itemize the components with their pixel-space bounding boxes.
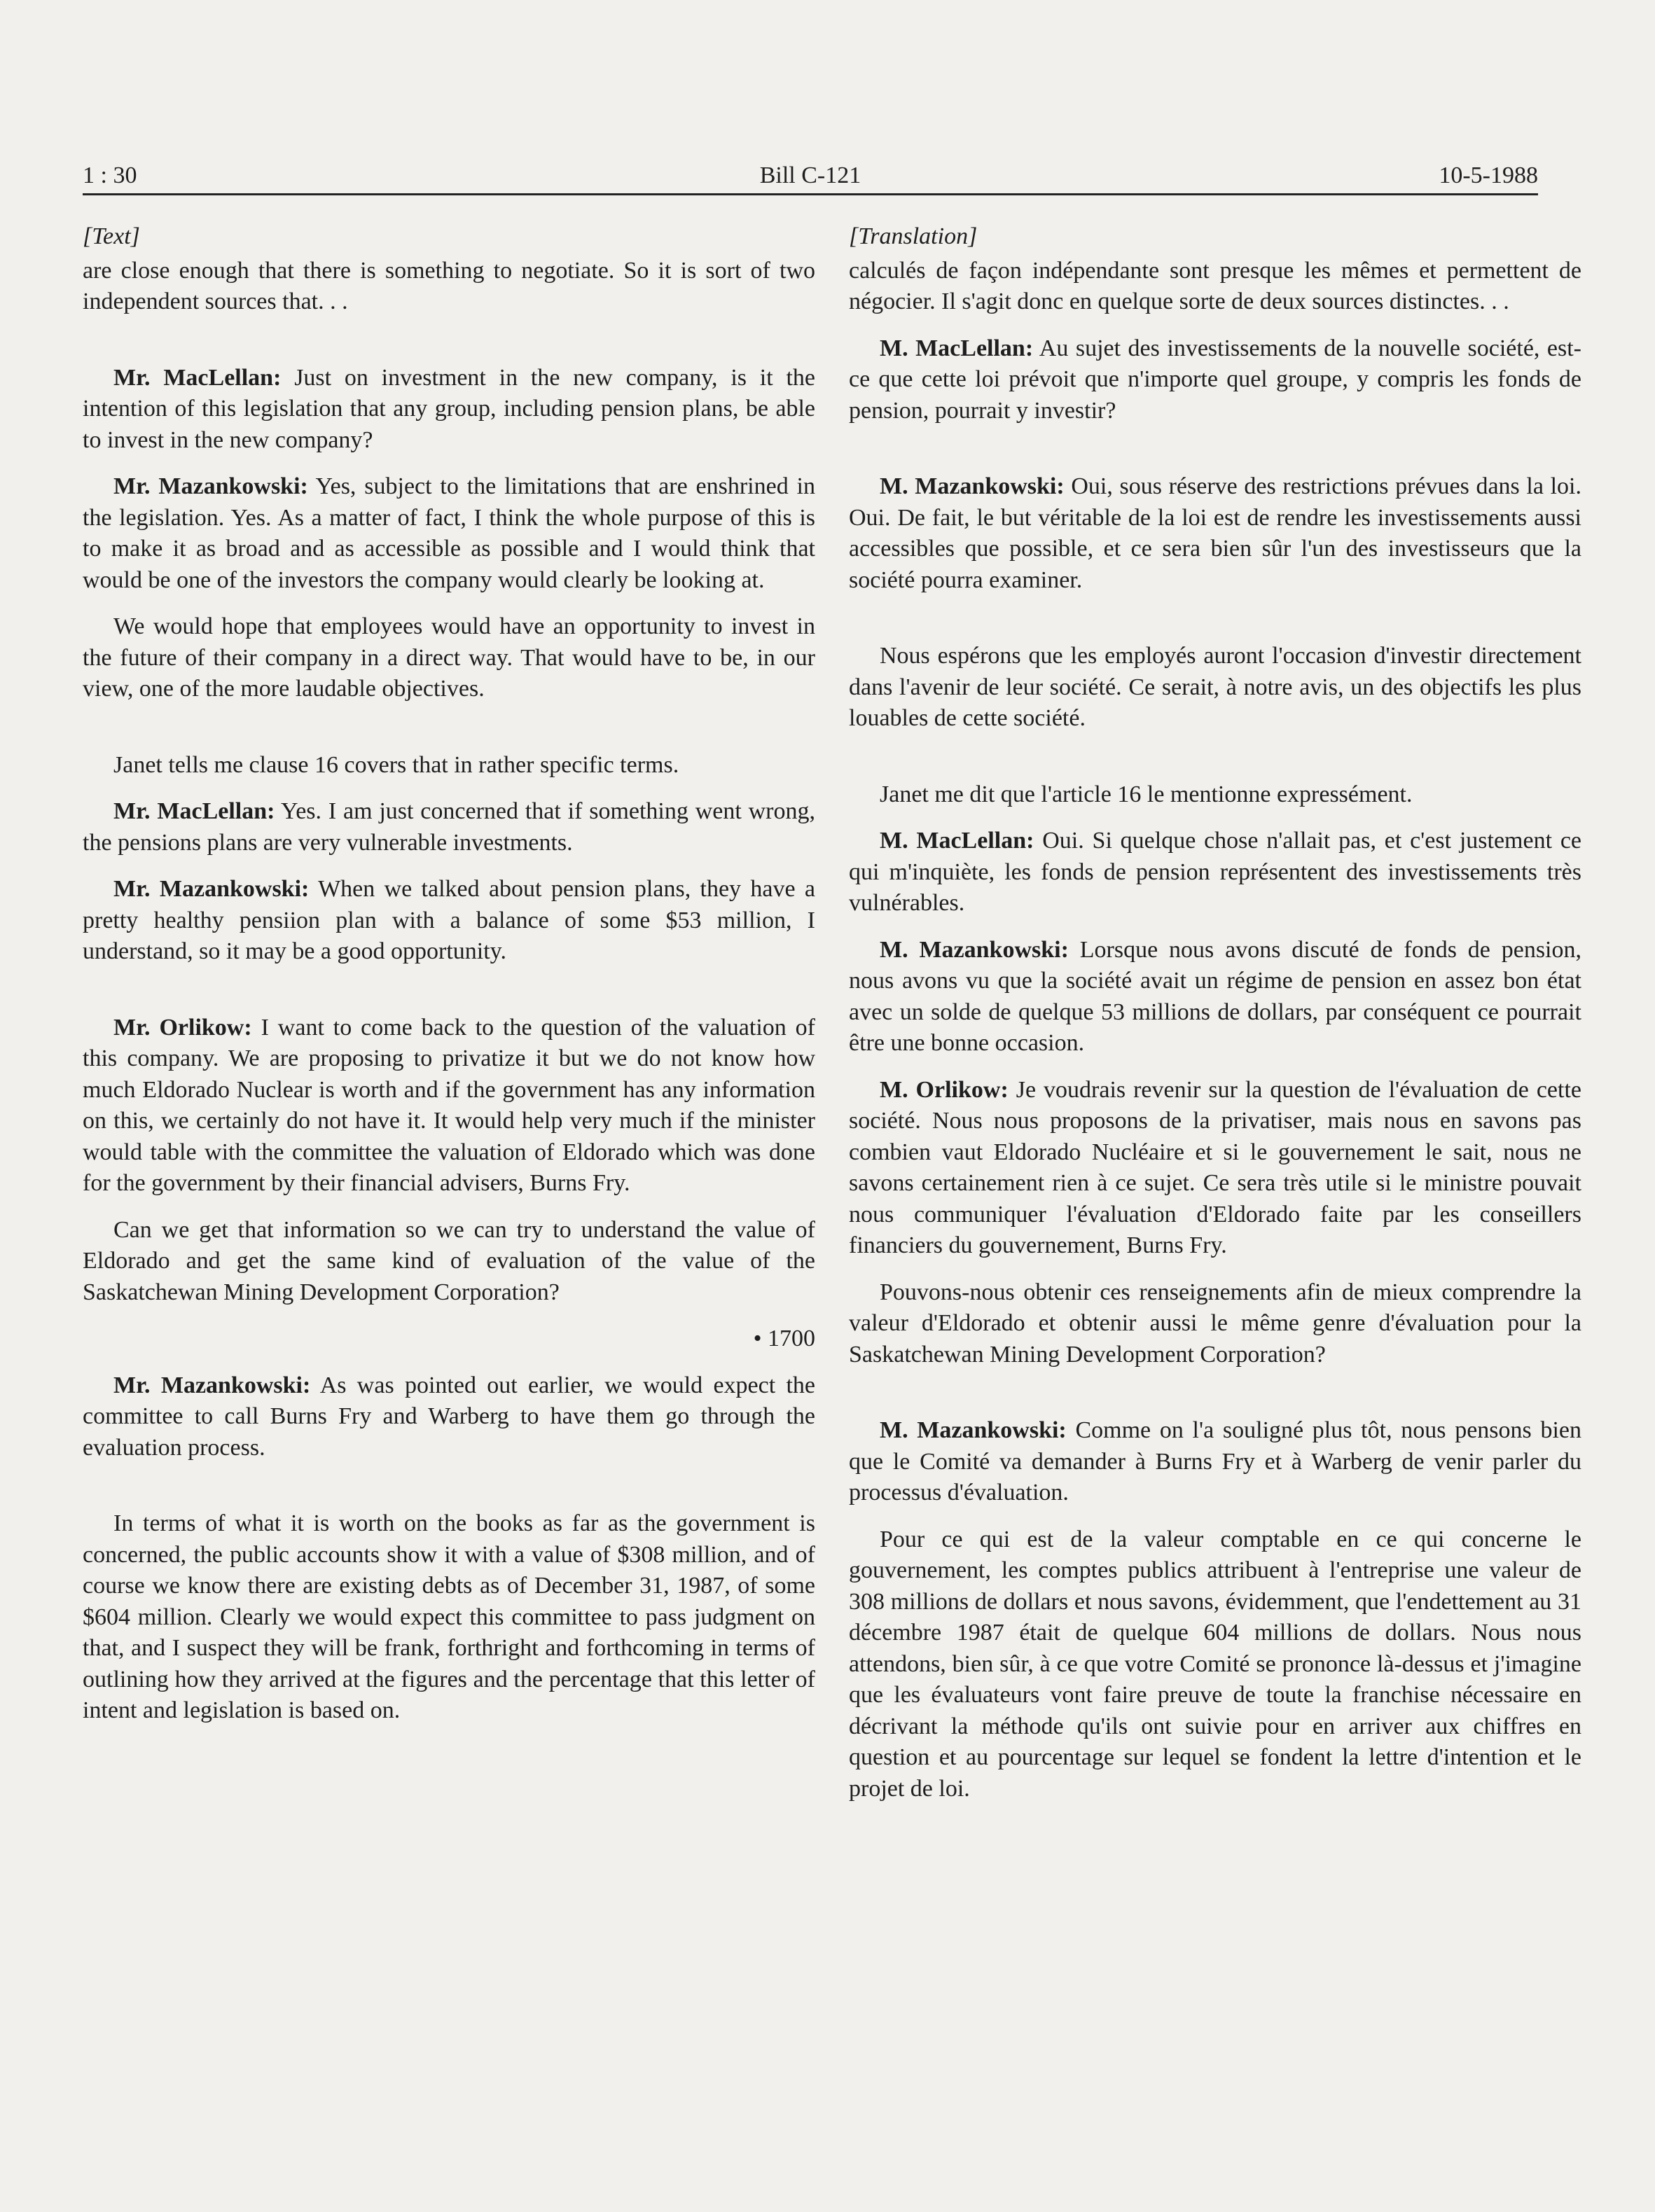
- speech: [849, 471, 1581, 596]
- speech: [83, 363, 815, 457]
- speech: [83, 796, 815, 858]
- speech: [83, 471, 815, 596]
- paragraph: [849, 641, 1581, 735]
- speech: [83, 1013, 815, 1199]
- speaker-name: M. Mazankowski:: [880, 473, 1065, 499]
- paragraph-text: We would hope that employees would have an opportunity to invest in the future of their company in a direct way. That would have to be, in our view, one of the more laudable objectives.: [83, 613, 815, 702]
- page-number: 1 : 30: [83, 162, 137, 188]
- speaker-name: M. Mazankowski:: [880, 936, 1069, 963]
- paragraph-text: Nous espérons que les employés auront l'occasion d'investir directement dans l'avenir de leur société. Ce serait, à notre avis, un des objectifs les plus louables de cette société.: [849, 643, 1581, 731]
- translation-tag: [Translation]: [849, 223, 978, 249]
- page-header: [83, 160, 1538, 192]
- paragraph-text: calculés de façon indépendante sont presque les mêmes et permettent de négocier. Il s'agit donc en quelque sorte de deux sources distinctes. . .: [849, 257, 1581, 314]
- paragraph-text: In terms of what it is worth on the books as far as the government is concerned, the public accounts show it with a value of $308 million, and of course we know there are existing debts as of December 31, 1987, of some $604 million. Clearly we would expect this committee to pass judgment on that, and I suspect they will be frank, forthright and forthcoming in terms of outlining how they arrived at the figures and the percentage that this letter of intent and legislation is based on.: [83, 1510, 815, 1723]
- paragraph: [83, 611, 815, 705]
- speaker-name: Mr. Mazankowski:: [113, 473, 308, 499]
- speech-text: Lorsque nous avons discuté de fonds de pension, nous avons vu que la société avait un régime de pension en assez bon état avec un solde de quelque 53 millions de dollars, par conséquent ce pourrait être une bonne occasion.: [849, 936, 1581, 1056]
- sitting-date: 10-5-1988: [1439, 162, 1538, 188]
- speech-text: When we talked about pension plans, they have a pretty healthy pensiion plan with a balance of some $53 million, I understand, so it may be a good opportunity.: [83, 876, 815, 964]
- speech-text: Au sujet des investissements de la nouvelle société, est-ce que cette loi prévoit que n'importe quel groupe, y compris les fonds de pension, pourrait y investir?: [849, 335, 1581, 424]
- speaker-name: M. MacLellan:: [880, 828, 1034, 854]
- speaker-name: M. Mazankowski:: [880, 1417, 1067, 1443]
- paragraph: [83, 256, 815, 318]
- speech: [83, 1370, 815, 1464]
- paragraph: [849, 1277, 1581, 1371]
- timestamp: • 1700: [753, 1326, 815, 1351]
- paragraph: [83, 1215, 815, 1309]
- paragraph-text: Janet tells me clause 16 covers that in rather specific terms.: [113, 751, 679, 778]
- speech: [849, 935, 1581, 1059]
- paragraph-text: Janet me dit que l'article 16 le mentionne expressément.: [880, 781, 1413, 807]
- speech: [849, 826, 1581, 919]
- speech-text: Oui, sous réserve des restrictions prévues dans la loi. Oui. De fait, le but véritable de la loi est de rendre les investissements aussi accessibles que possible, et ce sera bien sûr l'un des investisseurs que la société pourra examiner.: [849, 473, 1582, 593]
- paragraph-text: Can we get that information so we can try to understand the value of Eldorado and get the same kind of evaluation of the value of the Saskatchewan Mining Development Corporation?: [83, 1216, 815, 1305]
- speaker-name: M. MacLellan:: [880, 335, 1034, 361]
- speech-text: Je voudrais revenir sur la question de l'évaluation de cette société. Nous nous proposons de la privatiser, mais nous en savons pas combien vaut Eldorado Nucléaire et si le gouvernement le sait, nous ne savons certainement rien à ce sujet. Ce sera très utile si le ministre pouvait nous communiquer l'évaluation d'Eldorado faite par les conseillers financiers du gouvernement, Burns Fry.: [849, 1076, 1581, 1258]
- speech: [849, 333, 1581, 427]
- speech: [83, 874, 815, 968]
- speaker-name: Mr. Mazankowski:: [113, 1372, 311, 1398]
- speaker-name: M. Orlikow:: [880, 1076, 1009, 1103]
- speech-text: As was pointed out earlier, we would expect the committee to call Burns Fry and Warberg to have them go through the evaluation process.: [83, 1372, 815, 1461]
- speaker-name: Mr. Orlikow:: [113, 1014, 252, 1041]
- speech-text: I want to come back to the question of the valuation of this company. We are proposing to privatize it but we do not know how much Eldorado Nuclear is worth and if the government has any information on this, we certainly do not have it. It would help very much if the minister would table with the committee the valuation of Eldorado which was done for the government by their financial advisers, Burns Fry.: [83, 1014, 815, 1196]
- speech-text: Yes. I am just concerned that if something went wrong, the pensions plans are very vulnerable investments.: [83, 798, 815, 856]
- speech: [849, 1075, 1581, 1262]
- speaker-name: Mr. Mazankowski:: [113, 876, 310, 902]
- english-column: [83, 221, 815, 1742]
- speech-text: Oui. Si quelque chose n'allait pas, et c'est justement ce qui m'inquiète, les fonds de pension représentent des investissements très vulnérables.: [849, 828, 1582, 916]
- speaker-name: Mr. MacLellan:: [113, 364, 282, 391]
- text-tag: [Text]: [83, 223, 140, 249]
- speech: [849, 1415, 1581, 1509]
- speaker-name: Mr. MacLellan:: [113, 798, 275, 824]
- paragraph: [849, 256, 1581, 318]
- speech-text: Comme on l'a souligné plus tôt, nous pensons bien que le Comité va demander à Burns Fry et à Warberg de venir parler du processus d'évaluation.: [849, 1417, 1582, 1505]
- paragraph-text: Pouvons-nous obtenir ces renseignements afin de mieux comprendre la valeur d'Eldorado et obtenir aussi le même genre d'évaluation pour la Saskatchewan Mining Development Corporation?: [849, 1279, 1581, 1368]
- paragraph: [849, 779, 1581, 811]
- paragraph: [83, 750, 815, 781]
- french-column: [849, 221, 1581, 1820]
- speech-text: Yes, subject to the limitations that are enshrined in the legislation. Yes. As a matter of fact, I think the whole purpose of this is to make it as broad and as accessible as possible and I would think that would be one of the investors the company would clearly be looking at.: [83, 473, 815, 593]
- paragraph-text: are close enough that there is something to negotiate. So it is sort of two independent sources that. . .: [83, 257, 815, 314]
- paragraph-text: Pour ce qui est de la valeur comptable en ce qui concerne le gouvernement, les comptes publics attribuent à l'entreprise une valeur de 308 millions de dollars et nous savons, évidemment, que l'endettement au 31 décembre 1987 était de quelque 604 millions de dollars. Nous nous attendons, bien sûr, à ce que votre Comité se prononce là-dessus et j'imagine que les évaluateurs vont faire preuve de toute la franchise nécessaire en décrivant la méthode qu'ils ont suivie pour en arriver aux chiffres en question et au pourcentage sur lequel se fondent la lettre d'intention et le projet de loi.: [849, 1526, 1581, 1802]
- paragraph: [849, 1524, 1581, 1805]
- speech-text: Just on investment in the new company, is it the intention of this legislation that any group, including pension plans, be able to invest in the new company?: [83, 364, 815, 453]
- bill-title: Bill C-121: [759, 162, 861, 188]
- paragraph: [83, 1508, 815, 1727]
- header-rule: [83, 193, 1538, 195]
